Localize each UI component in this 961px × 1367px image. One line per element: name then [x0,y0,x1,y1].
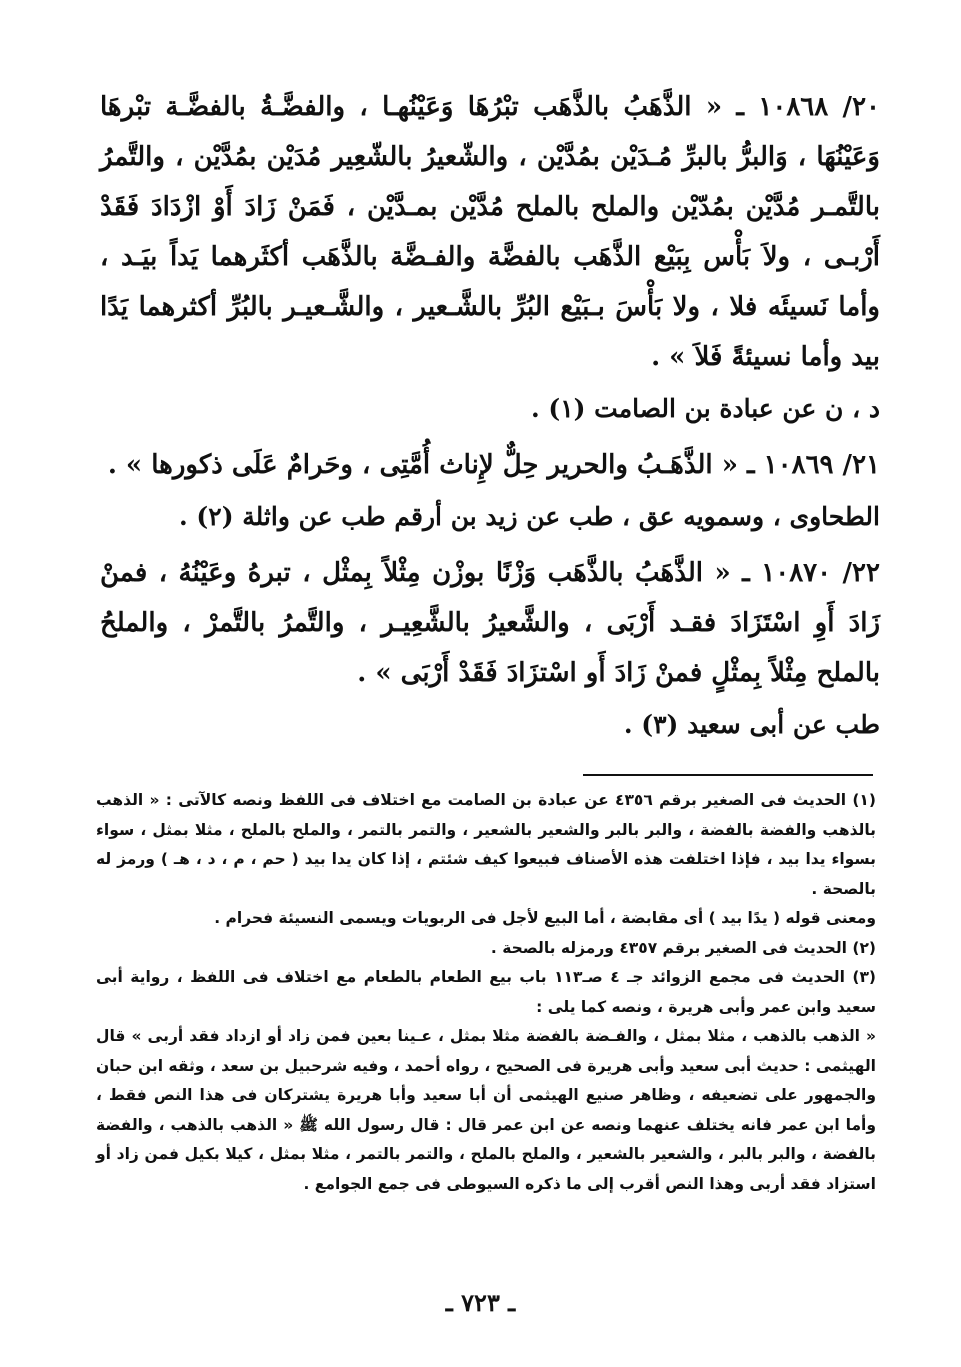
hadith-text-10869: ٢١/ ١٠٨٦٩ ـ « الذَّهَـبُ والحرير حِلٌّ لإِناث أُمَّتِى ، وحَرامٌ عَلَى ذكورها » . [107,450,880,480]
main-text [100,82,880,756]
hadith-source-10868: د ، ن عن عبادة بن الصامت (١) . [530,394,880,423]
footnote-3-text: « الذهب بالذهب ، مثلا بمثل ، والفـضة بالفضة مثلا بمثل ، عـينا بعين فمن زاد أو ازداد فقد أربى » قال الهيثمى : حديث أبى سعيد وأبى هريرة فى الصحيح ، رواه أحمد ، وفيه شرحبيل بن سعد ، وثقه ابن حبان والجمهور على تضعيفه ، وظاهر صنيع الهيثمى أن أبا سعيد وأبا هريرة يشتركان فى هذا النص فقط ، وأما ابن عمر فانه يختلف عنهما ونصه عن ابن عمر قال : قال رسول الله ﷺ « الذهب بالذهب ، والفضة بالفضة ، والبر بالبر ، والشعير بالشعير ، والملح بالملح ، والتمر بالتمر ، مثلا بمثل ، كيلا بكيل فمن زاد أو استزاد فقد أربى وهذا النص أقرب إلى ما ذكره السيوطى فى جمع الجوامع . [96,1027,876,1193]
hadith-text-10868: ٢٠/ ١٠٨٦٨ ـ « الذَّهَبُ بالذَّهَب تبْرُهَا وَعَيْنُهـا ، والفضَّـةُ بالفضَّـة تبْرهَا وَعَيْنُهَا ، وَالبرُّ بالبرِّ مُـدَيْن بمُدَّيْن ، والشّعيرُ بالشّعِير مُدَيْن بمُدَّيْن ، والتَّمرُ بالتَّمـر مُدَّيْن بمُدّيْن والملح بالملح مُدَّيْن بمـدَّيْن ، فَمَنْ زَادَ أَوْ ازْدَادَ فَقَدْ أَرْبـى ، ولاَ بَأْس بِبَيْع الذَّهَب بالفضَّة والفـضَّة بالذَّهَب أكثَرهما يَداً بيَـد ، وأما نَسيئَه فلا ، ولا بَأْسَ بـبَيْع البُرِّ بالشَّـعير ، والشَّـعيـر بالبُرِّ أكثرهما يَدًا بيد وأما نسيئةً فَلاَ » . [100,92,880,372]
footnote-1-explanation: ومعنى قوله ( يدًا بيد ) أى مقابضة ، أما البيع لأجل فى الربويات ويسمى النسيئة فحرام . [214,909,876,927]
page-number: ـ ٧٢٣ ـ [445,1288,516,1317]
hadith-source-10870: طب عن أبى سعيد (٣) . [623,710,880,739]
footnote-3: (٣) الحديث فى مجمع الزوائد جـ ٤ صـ١١٣ باب بيع الطعام بالطعام مع اختلاف فى اللفظ ، رواية أبى سعيد وابن عمر وأبى هريرة ، ونصه كما يلى : [96,968,876,1016]
footnote-divider [583,774,873,776]
hadith-text-10870: ٢٢/ ١٠٨٧٠ ـ « الذَّهَبُ بالذَّهَب وَزْنًا بوزْن مِثْلاً بِمثْل ، تبرهُ وعَيْنُهُ ، فمنْ زَادَ أَوِ اسْتَزَادَ فقـد أَرْبَى ، والشَّعيرُ بالشَّعِيـر ، والتَّمرُ بالتَّمرْ ، والملحُ بالملح مِثْلاً بِمثْلٍ فمنْ زَادَ أَو اسْتزَادَ فَقَدْ أَرْبَى » . [100,558,880,688]
footnotes [96,786,876,1199]
footnote-2: (٢) الحديث فى الصغير برقم ٤٣٥٧ ورمزله بالصحة . [490,938,876,957]
hadith-source-10869: الطحاوى ، وسمويه عق ، طب عن زيد بن أرقم طب عن واثلة (٢) . [179,502,880,531]
footnote-1: (١) الحديث فى الصغير برقم ٤٣٥٦ عن عبادة بن الصامت مع اختلاف فى اللفظ ونصه كالآتى : « الذهب بالذهب والفضة بالفضة ، والبر بالبر والشعير بالشعير ، والتمر بالتمر ، والملح بالملح ، مثلا بمثل ، سواء بسواء يدا بيد ، فإذا اختلفت هذه الأصناف فبيعوا كيف شئتم ، إذا كان يدا بيد ( حم ، م ، د ، هـ ) ورمز له بالصحة . [96,791,876,898]
